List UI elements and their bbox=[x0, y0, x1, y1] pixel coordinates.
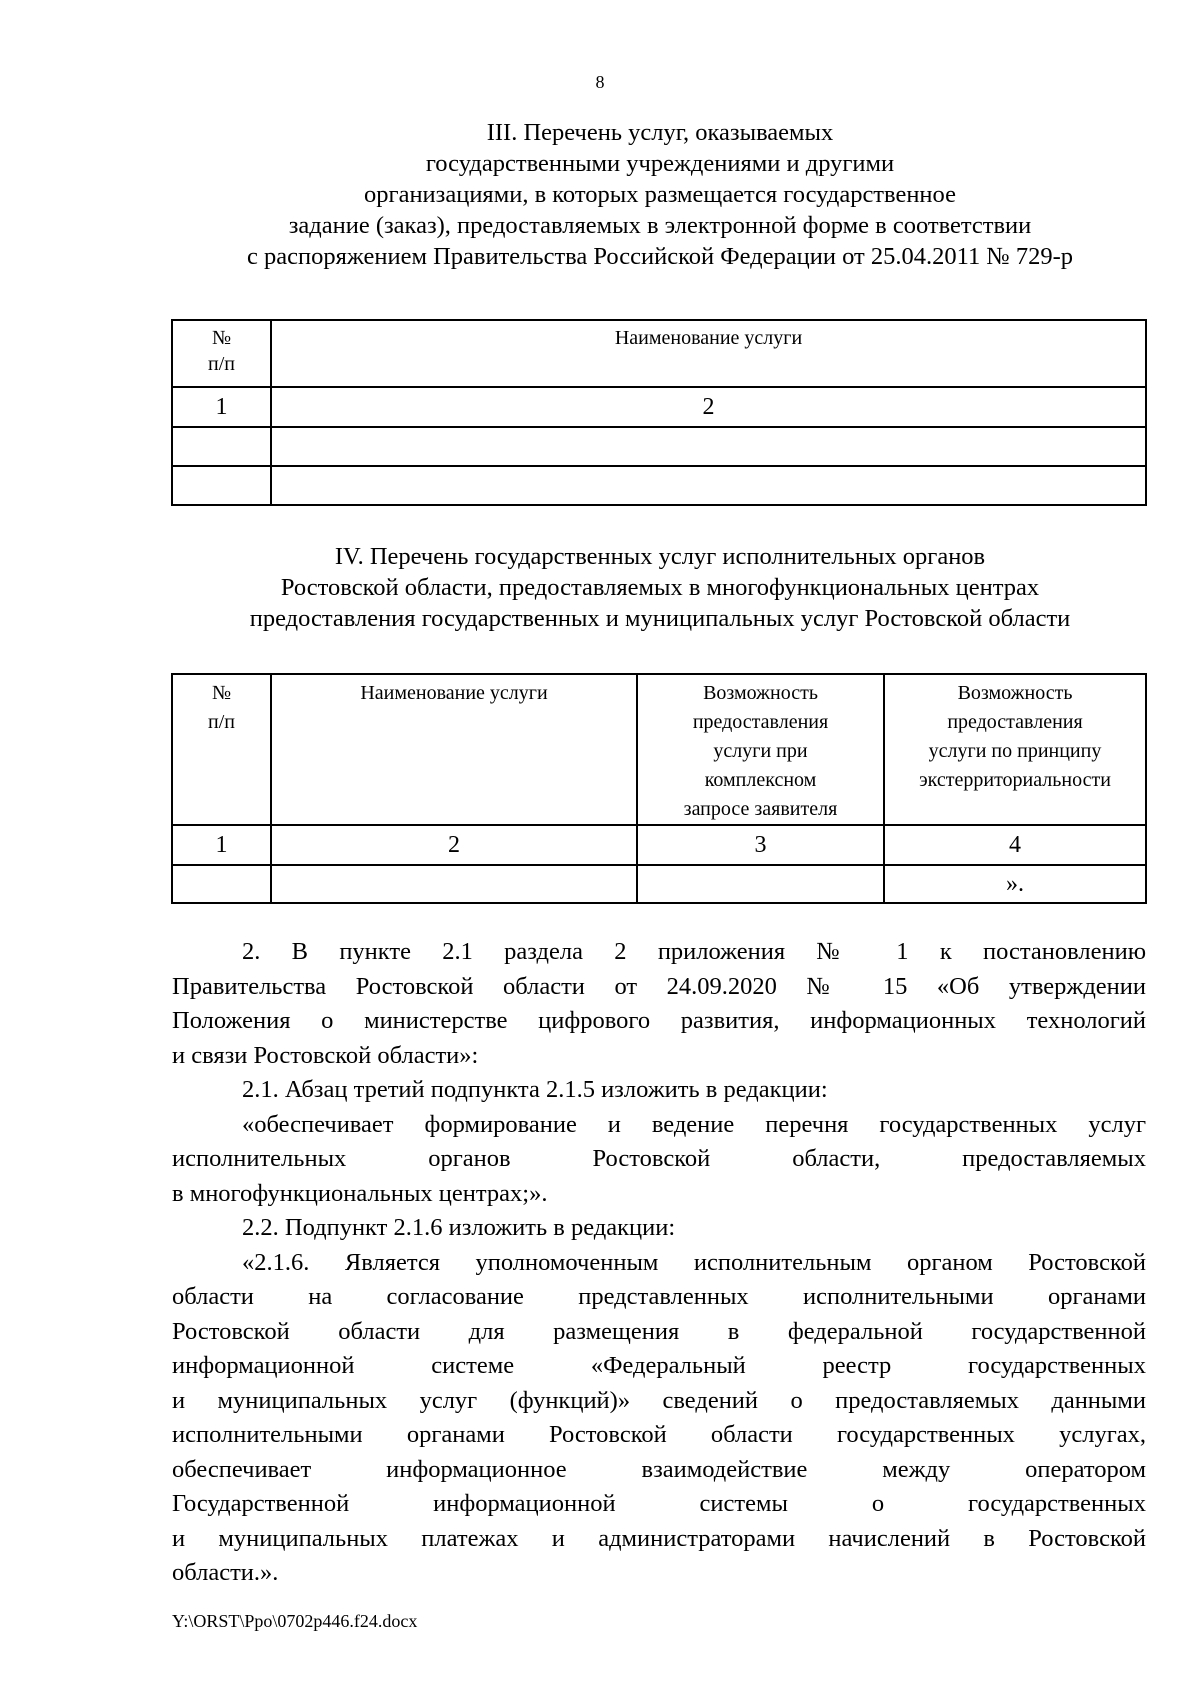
column-number-cell: 2 bbox=[271, 825, 637, 865]
text-line: и муниципальных платежах и администраторами начислений в Ростовской bbox=[172, 1524, 1146, 1552]
paragraph-2-1-quote bbox=[172, 1108, 1146, 1212]
header-line: предоставления bbox=[692, 711, 829, 733]
paragraph-2-2: 2.2. Подпункт 2.1.6 изложить в редакции: bbox=[242, 1214, 676, 1241]
header-line: комплексном bbox=[704, 769, 817, 791]
text-line: Ростовской области для размещения в федеральной государственной bbox=[172, 1317, 1146, 1345]
header-line: экстерриториальности bbox=[919, 769, 1111, 791]
header-line: Возможность bbox=[703, 682, 818, 704]
column-number-cell: 2 bbox=[271, 387, 1146, 427]
column-number-cell: 1 bbox=[172, 825, 271, 865]
section-4-title-line: Ростовской области, предоставляемых в многофункциональных центрах bbox=[280, 574, 1040, 601]
section-3-title bbox=[160, 117, 1160, 272]
text-line: Правительства Ростовской области от 24.09.2020 № 15 «Об утверждении bbox=[172, 972, 1146, 1000]
section-4-title-line: предоставления государственных и муниципальных услуг Ростовской области bbox=[249, 605, 1071, 632]
header-line: п/п bbox=[208, 711, 235, 733]
column-header-extraterritorial bbox=[884, 674, 1146, 825]
table-cell bbox=[271, 466, 1146, 505]
text-line: в многофункциональных центрах;». bbox=[172, 1179, 548, 1207]
section-3-title-line: организациями, в которых размещается государственное bbox=[364, 181, 956, 208]
section-3-title-line: III. Перечень услуг, оказываемых bbox=[486, 119, 834, 146]
header-line: запросе заявителя bbox=[683, 798, 838, 820]
section-3-title-line: задание (заказ), предоставляемых в электронной форме в соответствии bbox=[288, 212, 1032, 239]
table-row bbox=[172, 427, 1146, 466]
paragraph-2-1: 2.1. Абзац третий подпункта 2.1.5 изложить в редакции: bbox=[242, 1076, 828, 1103]
section-4-title bbox=[160, 541, 1160, 634]
text-line: 2. В пункте 2.1 раздела 2 приложения № 1 к постановлению bbox=[242, 938, 1146, 965]
text-line: обеспечивает информационное взаимодействие между оператором bbox=[172, 1455, 1146, 1483]
closing-quote-cell: ». bbox=[884, 865, 1146, 903]
column-number-cell: 1 bbox=[172, 387, 271, 427]
amendment-text bbox=[172, 935, 1146, 1591]
header-line: услуги по принципу bbox=[928, 740, 1102, 762]
column-header-service-name: Наименование услуги bbox=[271, 674, 637, 825]
header-line: п/п bbox=[208, 353, 235, 375]
paragraph-2-2-quote bbox=[172, 1246, 1146, 1591]
column-header-number bbox=[172, 674, 271, 825]
column-header-number bbox=[172, 320, 271, 387]
text-line: и связи Ростовской области»: bbox=[172, 1041, 479, 1069]
text-line: и муниципальных услуг (функций)» сведений о предоставляемых данными bbox=[172, 1386, 1146, 1414]
table-cell bbox=[172, 427, 271, 466]
table-cell bbox=[637, 865, 884, 903]
header-line: № bbox=[211, 327, 232, 349]
file-path-footer: Y:\ORST\Ppo\0702p446.f24.docx bbox=[172, 1611, 418, 1631]
table-row bbox=[172, 466, 1146, 505]
table-cell bbox=[172, 865, 271, 903]
text-line: Положения о министерстве цифрового развития, информационных технологий bbox=[172, 1007, 1146, 1034]
header-line: предоставления bbox=[947, 711, 1083, 733]
table-header-row bbox=[172, 674, 1146, 825]
page-number: 8 bbox=[595, 72, 605, 92]
header-line: услуги при bbox=[713, 740, 808, 762]
table-numbering-row bbox=[172, 387, 1146, 427]
text-line: области на согласование представленных исполнительными органами bbox=[172, 1283, 1146, 1310]
table-cell bbox=[172, 466, 271, 505]
table-header-row bbox=[172, 320, 1146, 387]
table-cell bbox=[271, 427, 1146, 466]
text-line: Государственной информационной системы о государственных bbox=[172, 1490, 1146, 1517]
section-4-title-line: IV. Перечень государственных услуг исполнительных органов bbox=[334, 543, 986, 570]
table-row bbox=[172, 865, 1146, 903]
paragraph-2 bbox=[172, 935, 1146, 1073]
text-line: исполнительными органами Ростовской области государственных услугах, bbox=[172, 1421, 1146, 1448]
text-line: исполнительных органов Ростовской области, предоставляемых bbox=[172, 1145, 1146, 1172]
column-header-complex-request bbox=[637, 674, 884, 825]
header-line: № bbox=[211, 682, 232, 704]
table-numbering-row bbox=[172, 825, 1146, 865]
column-number-cell: 3 bbox=[637, 825, 884, 865]
column-number-cell: 4 bbox=[884, 825, 1146, 865]
section-4-table bbox=[171, 673, 1147, 904]
table-cell bbox=[271, 865, 637, 903]
section-3-title-line: государственными учреждениями и другими bbox=[425, 150, 895, 177]
column-header-service-name: Наименование услуги bbox=[271, 320, 1146, 387]
section-3-table bbox=[171, 319, 1147, 506]
text-line: «2.1.6. Является уполномоченным исполнительным органом Ростовской bbox=[242, 1248, 1146, 1276]
text-line: «обеспечивает формирование и ведение перечня государственных услуг bbox=[242, 1110, 1146, 1138]
text-line: области.». bbox=[172, 1559, 279, 1586]
section-3-title-line: с распоряжением Правительства Российской Федерации от 25.04.2011 № 729-р bbox=[247, 243, 1073, 270]
header-line: Возможность bbox=[957, 682, 1073, 704]
text-line: информационной системе «Федеральный реестр государственных bbox=[172, 1352, 1146, 1379]
